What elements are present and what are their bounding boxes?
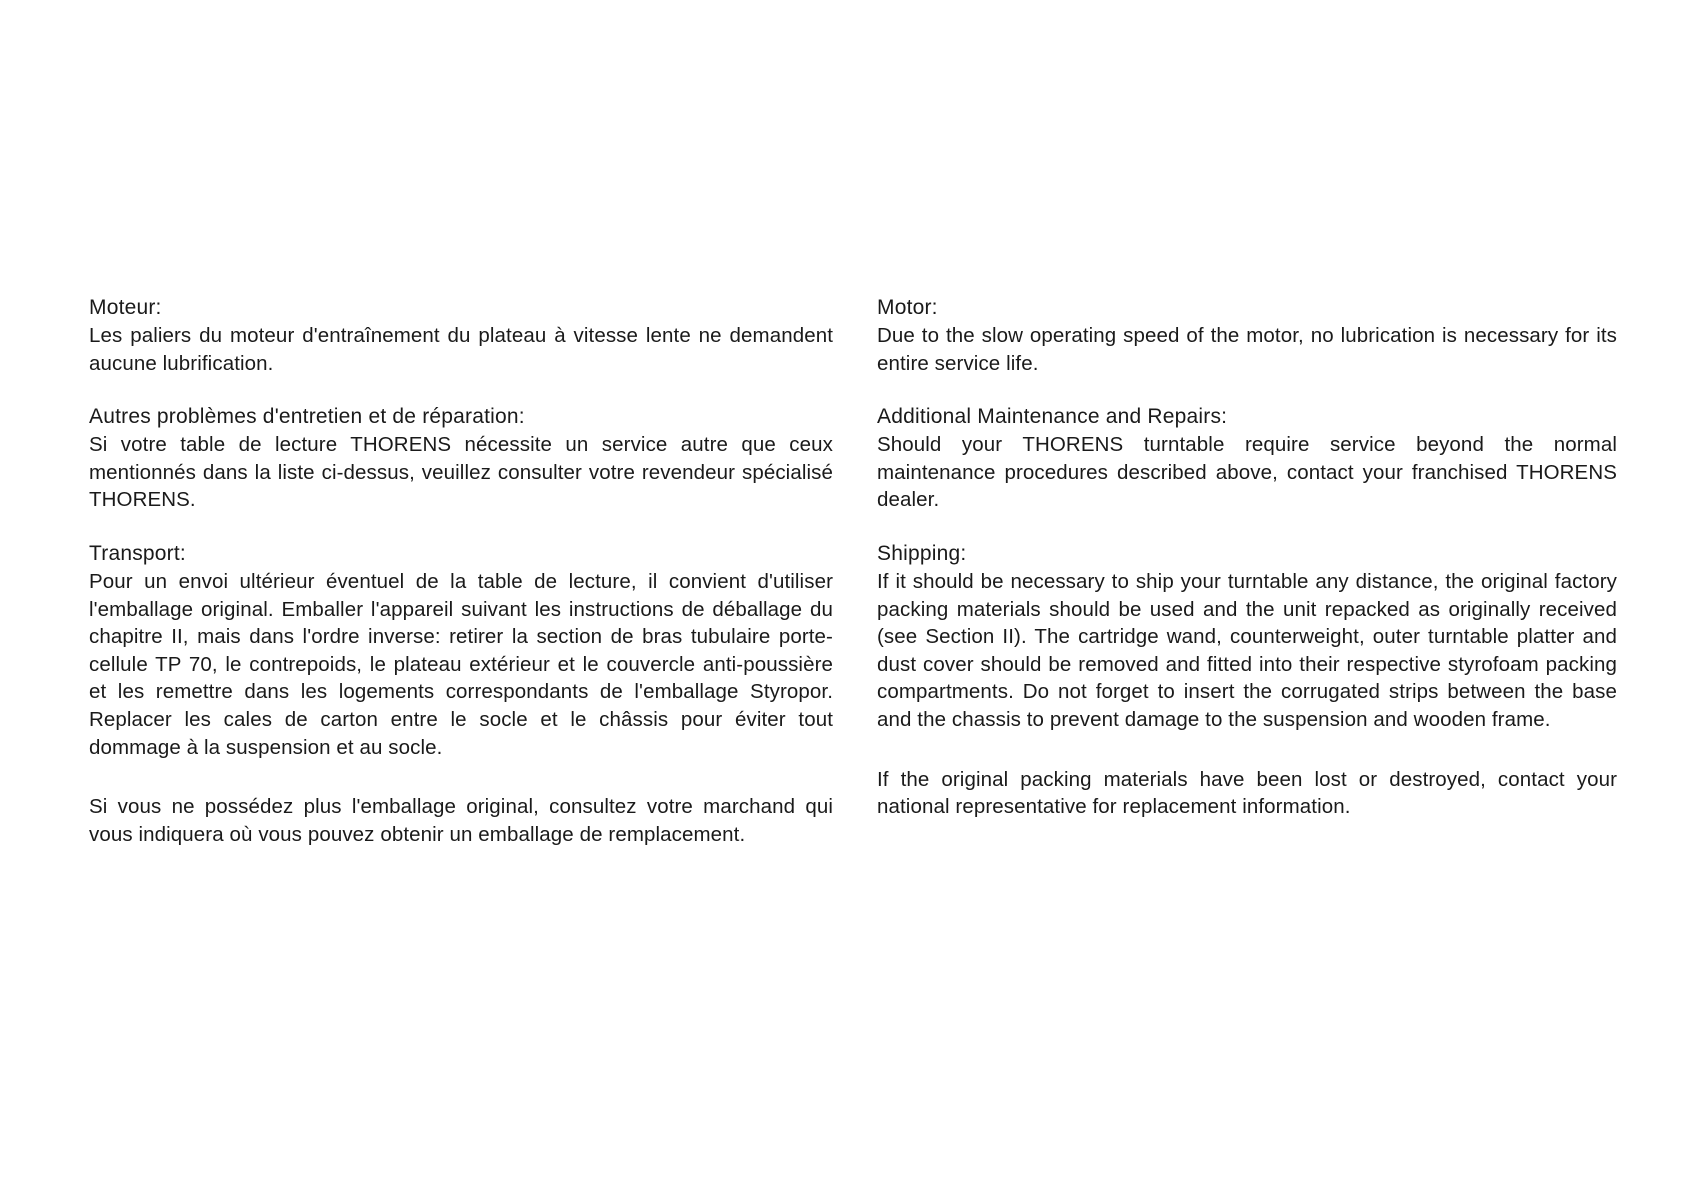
en-replacement-section	[877, 766, 1617, 821]
en-replacement-text: If the original packing materials have been lost or destroyed, contact your national representative for replacement information.	[877, 767, 1617, 819]
en-shipping-section	[877, 540, 1617, 734]
en-maintenance-heading: Additional Maintenance and Repairs:	[877, 405, 1228, 429]
english-column	[877, 294, 1617, 849]
en-maintenance-section	[877, 403, 1617, 514]
fr-maintenance-text: Si votre table de lecture THORENS nécessite un service autre que ceux mentionnés dans la liste ci-dessus, veuillez consulter votre revendeur spécialisé THORENS.	[89, 433, 833, 512]
fr-replacement-text: Si vous ne possédez plus l'emballage original, consultez votre marchand qui vous indiquera où vous pouvez obtenir un emballage de remplacement.	[89, 795, 833, 846]
en-shipping-heading: Shipping:	[877, 541, 967, 565]
fr-maintenance-heading: Autres problèmes d'entretien et de réparation:	[89, 405, 525, 429]
fr-motor-heading: Moteur:	[89, 296, 162, 319]
fr-motor-section	[89, 294, 833, 377]
fr-transport-heading: Transport:	[89, 541, 186, 565]
en-motor-heading: Motor:	[877, 296, 938, 319]
french-column	[89, 294, 833, 876]
en-shipping-text: If it should be necessary to ship your turntable any distance, the original factory packing materials should be used and the unit repacked as originally received (see Section II). The cartridge wand, counterweight, outer turntable platter and dust cover should be removed and fitted into their respective styrofoam packing compartments. Do not forget to insert the corrugated strips between the base and the chassis to prevent damage to the suspension and wooden frame.	[877, 569, 1617, 731]
fr-transport-section	[89, 540, 833, 761]
fr-motor-text: Les paliers du moteur d'entraînement du plateau à vitesse lente ne demandent aucune lubrification.	[89, 324, 833, 375]
en-maintenance-text: Should your THORENS turntable require service beyond the normal maintenance procedures described above, contact your franchised THORENS dealer.	[877, 433, 1617, 512]
en-motor-text: Due to the slow operating speed of the motor, no lubrication is necessary for its entire service life.	[877, 324, 1617, 375]
fr-replacement-section	[89, 793, 833, 848]
en-motor-section	[877, 294, 1617, 377]
fr-transport-text: Pour un envoi ultérieur éventuel de la table de lecture, il convient d'utiliser l'emballage original. Emballer l'appareil suivant les instructions de déballage du chapitre II, mais dans l'ordre inverse: retirer la section de bras tubulaire porte-cellule TP 70, le contrepoids, le plateau extérieur et le couvercle anti-poussière et les remettre dans les logements correspondants de l'emballage Styropor. Replacer les cales de carton entre le socle et le châssis pour éviter tout dommage à la suspension et au socle.	[89, 569, 833, 759]
fr-maintenance-section	[89, 403, 833, 514]
